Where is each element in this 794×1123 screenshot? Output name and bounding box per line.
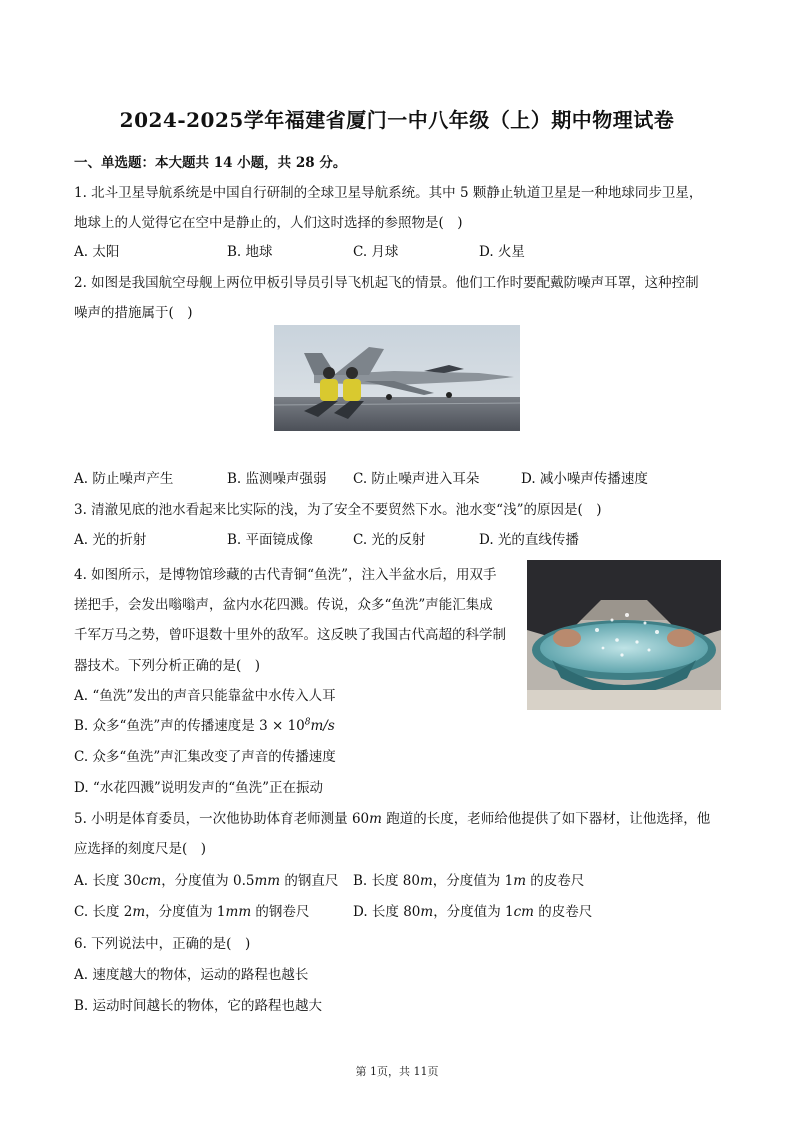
question-1-text-2: 地球上的人觉得它在空中是静止的，人们这时选择的参照物是( ) xyxy=(74,215,463,231)
q6-option-b: B. 运动时间越长的物体，它的路程也越大 xyxy=(74,998,323,1014)
q5a-unit2: mm xyxy=(254,873,281,889)
aircraft-carrier-photo xyxy=(274,325,520,431)
q5d-unit2: cm xyxy=(513,904,534,920)
question-4-text-2: 搓把手，会发出嗡嗡声，盆内水花四溅。传说，众多“鱼洗”声能汇集成 xyxy=(74,597,493,613)
fish-basin-photo xyxy=(527,560,721,710)
q5c-unit1: m xyxy=(132,904,146,920)
q5-unit: m xyxy=(369,811,382,827)
q4-option-c: C. 众多“鱼洗”声汇集改变了声音的传播速度 xyxy=(74,749,336,765)
section-heading: 一、单选题：本大题共 14 小题，共 28 分。 xyxy=(74,155,347,171)
q5d-2: ，分度值为 1 xyxy=(433,904,514,920)
q3-option-c: C. 光的反射 xyxy=(353,532,426,548)
q3-option-a: A. 光的折射 xyxy=(74,532,147,548)
q5b-unit1: m xyxy=(419,873,433,889)
q6-option-a: A. 速度越大的物体，运动的路程也越长 xyxy=(74,967,309,983)
question-5-text-2: 应选择的刻度尺是( ) xyxy=(74,841,207,857)
q5a-2: ，分度值为 0.5 xyxy=(161,873,255,889)
q5-text-a: 5. 小明是体育委员，一次他协助体育老师测量 60 xyxy=(74,811,370,827)
q2-option-a: A. 防止噪声产生 xyxy=(74,471,174,487)
question-4-text-3: 千军万马之势，曾吓退数十里外的敌军。这反映了我国古代高超的科学制 xyxy=(74,627,506,643)
q4-option-b-text: B. 众多“鱼洗”声的传播速度是 3 × 10 xyxy=(74,718,305,734)
q5d-unit1: m xyxy=(420,904,434,920)
q5b-1: B. 长度 80 xyxy=(353,873,420,889)
q3-option-d: D. 光的直线传播 xyxy=(479,532,579,548)
page-footer: 第 1页，共 11页 xyxy=(355,1065,439,1078)
q5-option-d xyxy=(353,900,592,920)
q3-option-b: B. 平面镜成像 xyxy=(227,532,314,548)
q4-option-a: A. “鱼洗”发出的声音只能靠盆中水传入人耳 xyxy=(74,688,336,704)
q5-option-b xyxy=(353,869,584,889)
q5c-unit2: mm xyxy=(225,904,252,920)
q5-option-c xyxy=(74,900,309,920)
q2-option-d: D. 减小噪声传播速度 xyxy=(521,471,648,487)
q1-option-d: D. 火星 xyxy=(479,244,525,260)
q4-option-d: D. “水花四溅”说明发声的“鱼洗”正在振动 xyxy=(74,780,324,796)
question-1-text: 1. 北斗卫星导航系统是中国自行研制的全球卫星导航系统。其中 5 颗静止轨道卫星是一种地球同步卫星， xyxy=(74,185,703,201)
question-2-text: 2. 如图是我国航空母舰上两位甲板引导员引导飞机起飞的情景。他们工作时要配戴防噪声耳罩，这种控制 xyxy=(74,275,699,291)
q5b-3: 的皮卷尺 xyxy=(526,873,585,889)
q1-option-b: B. 地球 xyxy=(227,244,273,260)
q5c-2: ，分度值为 1 xyxy=(145,904,226,920)
q5a-1: A. 长度 30 xyxy=(74,873,141,889)
question-5-text xyxy=(74,807,710,827)
q5d-3: 的皮卷尺 xyxy=(533,904,593,920)
q2-option-c: C. 防止噪声进入耳朵 xyxy=(353,471,480,487)
question-2-text-2: 噪声的措施属于( ) xyxy=(74,305,193,321)
q5b-2: ，分度值为 1 xyxy=(432,873,514,889)
q5c-3: 的钢卷尺 xyxy=(251,904,310,920)
q5a-3: 的钢直尺 xyxy=(280,873,339,889)
question-4-text-4: 器技术。下列分析正确的是( ) xyxy=(74,658,261,674)
page-title: 2024-2025学年福建省厦门一中八年级（上）期中物理试卷 xyxy=(119,108,675,132)
question-6-text: 6. 下列说法中，正确的是( ) xyxy=(74,936,251,952)
q5b-unit2: m xyxy=(513,873,526,889)
q5a-unit1: cm xyxy=(140,873,162,889)
q5-option-a xyxy=(74,869,338,889)
q4-option-b-exponent: 8 xyxy=(304,717,311,728)
question-3-text: 3. 清澈见底的池水看起来比实际的浅，为了安全不要贸然下水。池水变“浅”的原因是( ) xyxy=(74,502,602,518)
q4-option-b-unit: m/s xyxy=(310,718,335,734)
q4-option-b xyxy=(74,714,335,734)
q5-text-b: 跑道的长度，老师给他提供了如下器材，让他选择，他 xyxy=(381,811,711,827)
q1-option-c: C. 月球 xyxy=(353,244,399,260)
q1-option-a: A. 太阳 xyxy=(74,244,120,260)
q2-option-b: B. 监测噪声强弱 xyxy=(227,471,327,487)
question-4-text: 4. 如图所示，是博物馆珍藏的古代青铜“鱼洗”，注入半盆水后，用双手 xyxy=(74,567,497,583)
q5c-1: C. 长度 2 xyxy=(74,904,133,920)
q5d-1: D. 长度 80 xyxy=(353,904,421,920)
